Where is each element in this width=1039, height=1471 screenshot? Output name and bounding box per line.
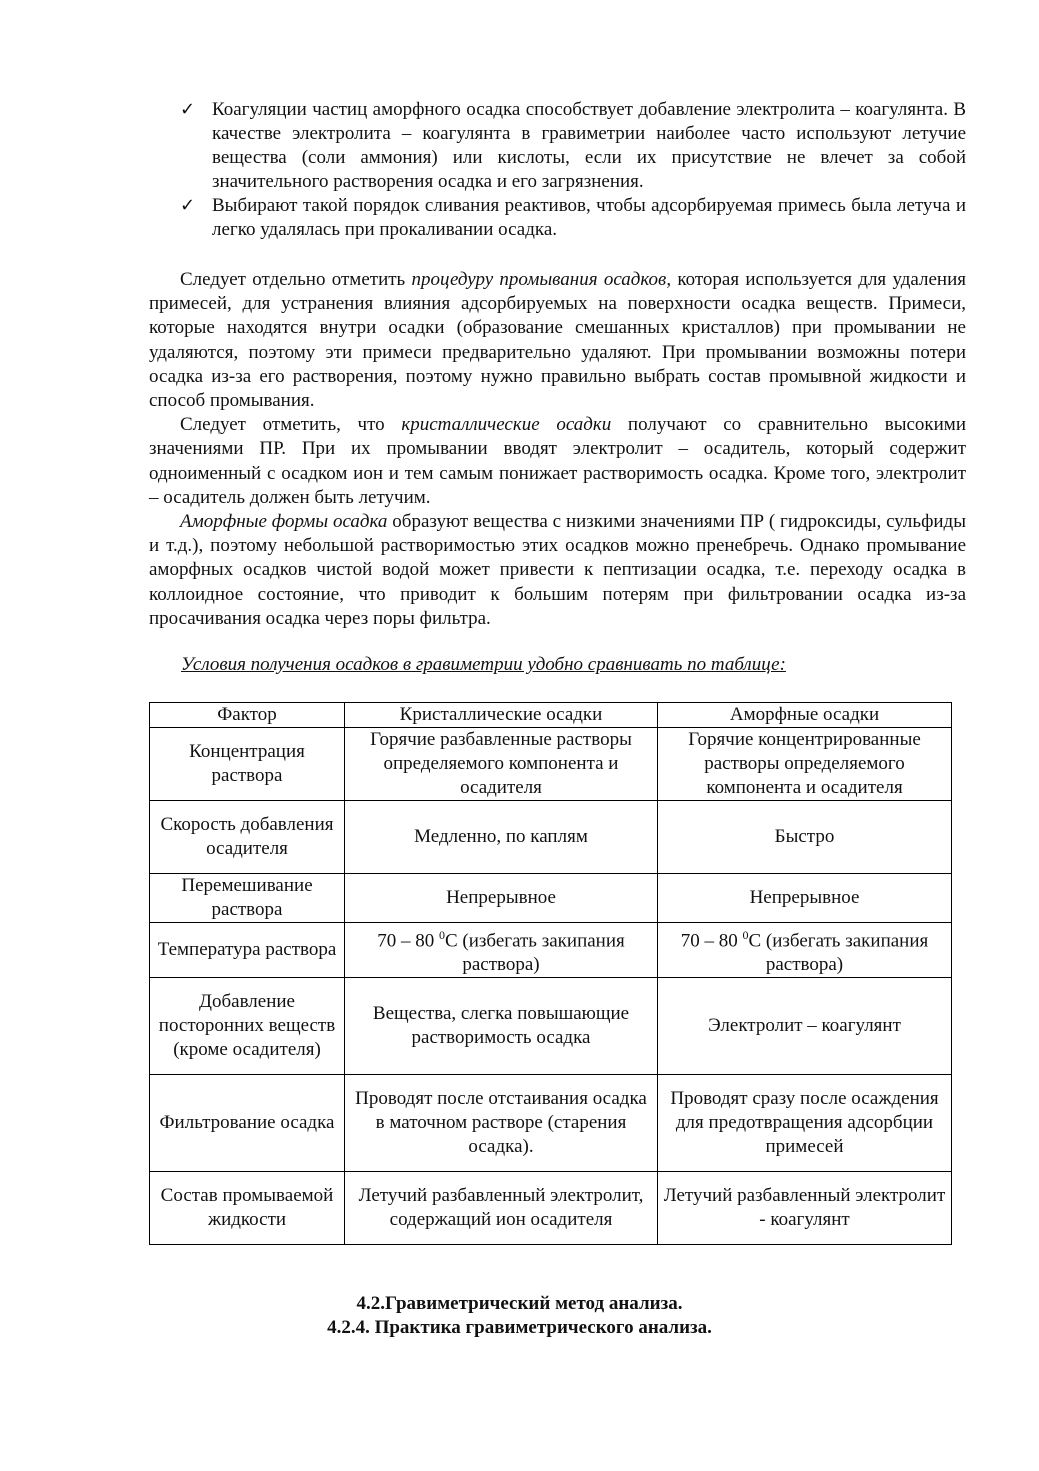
table-cell: Температура раствора [150,923,345,978]
table-cell: Проводят сразу после осаждения для предотвращения адсорбции примесей [658,1075,952,1172]
table-cell [658,923,952,978]
emphasis: кристаллические осадки [401,414,612,436]
table-cell: Быстро [658,801,952,874]
paragraph [149,510,966,631]
header-cell: Аморфные осадки [658,703,952,728]
table-cell: Летучий разбавленный электролит, содержащий ион осадителя [345,1172,658,1245]
paragraph [149,413,966,510]
table-header-row [150,703,952,728]
emphasis: процедуру промывания осадков [411,269,667,290]
subsection-heading: 4.2.4. Практика гравиметрического анализа. [327,1317,712,1338]
table-row [150,874,952,923]
table-cell: Фильтрование осадка [150,1075,345,1172]
degree-mark: 0 [439,928,445,942]
table-cell [345,923,658,978]
header-cell: Кристаллические осадки [345,703,658,728]
table-cell: Концентрация раствора [150,728,345,801]
table-cell: Медленно, по каплям [345,801,658,874]
table-cell: Горячие концентрированные растворы определяемого компонента и осадителя [658,728,952,801]
table-caption: Условия получения осадков в гравиметрии удобно сравнивать по таблице: [181,654,786,675]
text: Следует отметить, что [180,414,402,436]
bullet-item [180,194,966,242]
bullet-list [180,98,966,242]
table-cell: Горячие разбавленные растворы определяемого компонента и осадителя [345,728,658,801]
table-row [150,801,952,874]
table-cell: Добавление посторонних веществ (кроме осадителя) [150,978,345,1075]
text: образуют вещества с низкими значениями ПР ( гидроксиды, сульфиды и т.д.), поэтому небольшой растворимостью этих осадков можно пренебречь. Однако промывание аморфных осадков чистой водой может привести к пептизации осадка, т.е. переходу осадка в коллоидное состояние, что приводит к большим потерям при фильтровании осадка из-за просачивания осадка через поры фильтра. [149,511,966,629]
table-cell: Вещества, слегка повышающие растворимость осадка [345,978,658,1075]
table-row [150,978,952,1075]
table-cell: Летучий разбавленный электролит - коагулянт [658,1172,952,1245]
bullet-text: Коагуляции частиц аморфного осадка способствует добавление электролита – коагулянта. В качестве электролита – коагулянта в гравиметрии наиболее часто используют летучие вещества (соли аммония) или кислоты, если их присутствие не влечет за собой значительного растворения осадка и его загрязнения. [212,99,966,192]
table-cell: Непрерывное [658,874,952,923]
body-text [149,268,966,631]
table-cell: Проводят после отстаивания осадка в маточном растворе (старения осадка). [345,1075,658,1172]
text: , которая используется для удаления примесей, для устранения влияния адсорбируемых на поверхности осадка веществ. Примеси, которые находятся внутри осадки (образование смешанных кристаллов) при промывании не удаляются, поэтому эти примеси предварительно удаляют. При промывании возможны потери осадка из-за его растворения, поэтому нужно правильно выбрать состав промывной жидкости и способ промывания. [149,269,967,412]
checkmark-icon: ✓ [180,195,196,216]
degree-mark: 0 [742,928,749,942]
checkmark-icon: ✓ [180,99,196,120]
table-row [150,1172,952,1245]
table-cell: Перемешивание раствора [150,874,345,923]
section-heading: 4.2.Гравиметрический метод анализа. [356,1293,683,1314]
table-cell: Непрерывное [345,874,658,923]
table-row [150,728,952,801]
header-cell: Фактор [150,703,345,728]
table-cell: Электролит – коагулянт [658,978,952,1075]
table-row [150,923,952,978]
paragraph [149,268,966,413]
bullet-item [180,98,966,194]
table-cell: Состав промываемой жидкости [150,1172,345,1245]
text: Следует отдельно отметить [180,269,412,290]
bullet-text: Выбирают такой порядок сливания реактивов, чтобы адсорбируемая примесь была летуча и легко удалялась при прокаливании осадка. [212,195,966,240]
table-cell: Скорость добавления осадителя [150,801,345,874]
temp-note: С (избегать закипания раствора) [445,930,625,976]
temp-note: С (избегать закипания раствора) [748,930,929,976]
text: получают со сравнительно высокими значениями ПР. При их промывании вводят электролит – осадитель, который содержит одноименный с осадком ион и тем самым понижает растворимость осадка. Кроме того, электролит – осадитель должен быть летучим. [149,414,966,508]
emphasis: Аморфные формы осадка [180,511,388,533]
comparison-table [149,702,952,1245]
temp-range: 70 – 80 [377,930,439,952]
table-row [150,1075,952,1172]
temp-range: 70 – 80 [680,930,743,952]
